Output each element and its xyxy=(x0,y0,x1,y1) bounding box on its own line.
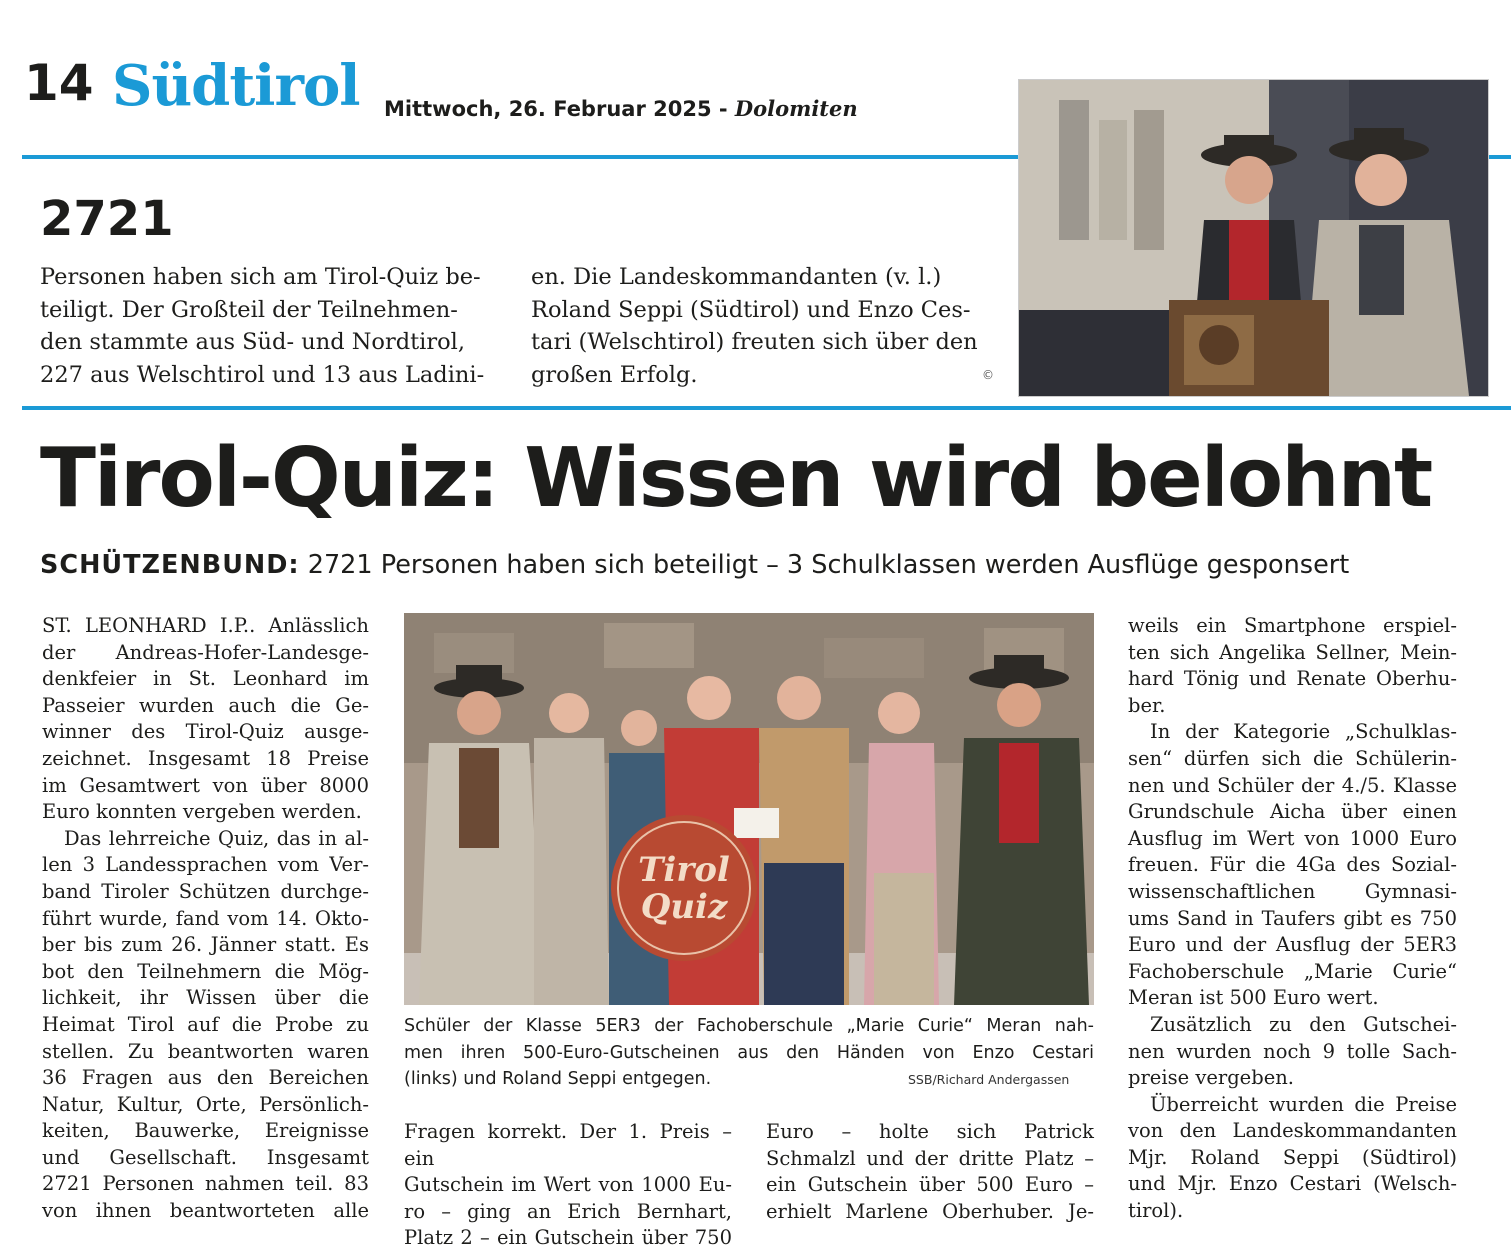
text-line: Fragen korrekt. Der 1. Preis – ein xyxy=(404,1120,732,1170)
text-line: ST. LEONHARD I.P.. Anlässlich xyxy=(42,614,369,637)
text-line: Zusätzlich zu den Gutschei- xyxy=(1150,1012,1457,1036)
text-line: Heimat Tirol auf die Probe zu xyxy=(42,1012,369,1036)
text-line: Meran ist 500 Euro wert. xyxy=(1128,986,1379,1010)
text-line: erhielt Marlene Oberhuber. Je- xyxy=(766,1199,1094,1223)
article-column-4 xyxy=(1128,613,1457,1225)
factbox-column-2 xyxy=(531,261,1001,391)
text-line: 227 aus Welschtirol und 13 aus Ladini- xyxy=(40,361,485,388)
text-line: Gutschein im Wert von 1000 Eu- xyxy=(404,1173,732,1197)
text-line: Schmalzl und der dritte Platz – xyxy=(766,1146,1094,1170)
headline: Tirol-Quiz: Wissen wird belohnt xyxy=(40,431,1432,526)
text-line: In der Kategorie „Schulklas- xyxy=(1150,720,1457,744)
text-line: Mjr. Roland Seppi (Südtirol) xyxy=(1128,1145,1457,1169)
text-line: en. Die Landeskommandanten (v. l.) xyxy=(531,264,942,290)
text-line: ten sich Angelika Sellner, Mein- xyxy=(1128,640,1457,664)
text-line: lichkeit, ihr Wissen über die xyxy=(42,986,369,1010)
text-line: preise vergeben. xyxy=(1128,1066,1295,1090)
text-line: teiligt. Der Großteil der Teilnehmen- xyxy=(40,296,458,323)
text-line: Überreicht wurden die Preise xyxy=(1150,1092,1457,1116)
text-line: Passeier wurden auch die Ge- xyxy=(42,693,369,717)
text-line: Ausflug im Wert von 1000 Euro xyxy=(1128,826,1457,850)
text-line: 2721 Personen nahmen teil. 83 xyxy=(42,1172,369,1196)
dateline xyxy=(384,96,858,121)
text-line: ber bis zum 26. Jänner statt. Es xyxy=(42,933,369,957)
text-line: sen“ dürfen sich die Schülerin- xyxy=(1128,746,1457,770)
text-line: Grundschule Aicha über einen xyxy=(1128,800,1457,824)
text-line: Personen haben sich am Tirol-Quiz be- xyxy=(40,264,481,290)
text-line: Euro konnten vergeben werden. xyxy=(42,800,362,824)
text-line: zeichnet. Insgesamt 18 Preise xyxy=(42,746,369,770)
commanders-photo xyxy=(1018,79,1489,397)
caption-line: (links) und Roland Seppi entgegen. xyxy=(404,1069,712,1089)
text-line: Platz 2 – ein Gutschein über 750 xyxy=(404,1226,732,1250)
text-line: von ihnen beantworteten alle xyxy=(42,1199,369,1223)
text-line: im Gesamtwert von über 8000 xyxy=(42,773,369,797)
text-line: bot den Teilnehmern die Mög- xyxy=(42,959,369,983)
award-photo xyxy=(404,613,1094,1005)
text-line: len 3 Landessprachen vom Ver- xyxy=(42,853,369,877)
text-line: Euro und der Ausflug der 5ER3 xyxy=(1128,933,1457,957)
caption-line: Schüler der Klasse 5ER3 der Fachoberschule „Marie Curie“ Meran nah- xyxy=(404,1016,1094,1036)
middle-divider xyxy=(22,406,1511,410)
text-line: von den Landeskommandanten xyxy=(1128,1119,1457,1143)
photo-sign-line-2: Quiz xyxy=(640,887,728,927)
text-line: 36 Fragen aus den Bereichen xyxy=(42,1066,369,1090)
article-column-2 xyxy=(404,1119,732,1252)
text-line: nen wurden noch 9 tolle Sach- xyxy=(1128,1039,1457,1063)
text-line: großen Erfolg. xyxy=(531,361,698,388)
subheadline-text: 2721 Personen haben sich beteiligt – 3 Schulklassen werden Ausflüge gesponsert xyxy=(299,550,1350,580)
text-line: keiten, Bauwerke, Ereignisse xyxy=(42,1119,369,1143)
factbox-number: 2721 xyxy=(40,191,174,247)
text-line: denkfeier in St. Leonhard im xyxy=(42,667,369,691)
article-column-3 xyxy=(766,1119,1094,1225)
newspaper-logo: Dolomiten xyxy=(734,96,858,121)
page-number: 14 xyxy=(24,54,94,112)
text-line: und Mjr. Enzo Cestari (Welsch- xyxy=(1128,1172,1457,1196)
text-line: stellen. Zu beantworten waren xyxy=(42,1039,369,1063)
text-line: und Gesellschaft. Insgesamt xyxy=(42,1145,369,1169)
text-line: weils ein Smartphone erspiel- xyxy=(1128,614,1457,637)
text-line: ums Sand in Taufers gibt es 750 xyxy=(1128,906,1457,930)
photo-credit: SSB/Richard Andergassen xyxy=(908,1072,1070,1087)
caption-line: men ihren 500-Euro-Gutscheinen aus den Händen von Enzo Cestari xyxy=(404,1042,1094,1063)
text-line: Fachoberschule „Marie Curie“ xyxy=(1128,959,1457,983)
publication-date: Mittwoch, 26. Februar 2025 - xyxy=(384,97,728,121)
text-line: hard Tönig und Renate Oberhu- xyxy=(1128,667,1457,691)
photo-sign-line-1: Tirol xyxy=(638,850,730,890)
text-line: den stammte aus Süd- und Nordtirol, xyxy=(40,329,466,355)
text-line: Das lehrreiche Quiz, das in al- xyxy=(64,826,369,850)
text-line: ro – ging an Erich Bernhart, xyxy=(404,1199,732,1223)
text-line: ber. xyxy=(1128,693,1166,717)
text-line: ein Gutschein über 500 Euro – xyxy=(766,1173,1094,1197)
text-line: Natur, Kultur, Orte, Persönlich- xyxy=(42,1092,369,1116)
article-column-1 xyxy=(42,613,369,1225)
text-line: Roland Seppi (Südtirol) und Enzo Ces- xyxy=(531,296,971,323)
award-photo-image xyxy=(404,613,1094,1005)
kicker: SCHÜTZENBUND: xyxy=(40,550,300,580)
text-line: der Andreas-Hofer-Landesge- xyxy=(42,640,369,664)
text-line: Euro – holte sich Patrick xyxy=(766,1120,1094,1143)
text-line: winner des Tirol-Quiz ausge- xyxy=(42,720,369,744)
text-line: tari (Welschtirol) freuten sich über den xyxy=(531,329,978,355)
text-line: führt wurde, fand vom 14. Okto- xyxy=(42,906,369,930)
commanders-photo-image xyxy=(1019,80,1488,396)
subheadline xyxy=(40,550,1349,580)
text-line: tirol). xyxy=(1128,1199,1184,1223)
text-line: nen und Schüler der 4./5. Klasse xyxy=(1128,773,1457,797)
text-line: wissenschaftlichen Gymnasi- xyxy=(1128,879,1457,903)
factbox-column-1 xyxy=(40,261,510,391)
section-title: Südtirol xyxy=(112,53,360,119)
text-line: freuen. Für die 4Ga des Sozial- xyxy=(1128,853,1457,877)
text-line: band Tiroler Schützen durchge- xyxy=(42,879,369,903)
copyright-mark: © xyxy=(982,368,994,382)
